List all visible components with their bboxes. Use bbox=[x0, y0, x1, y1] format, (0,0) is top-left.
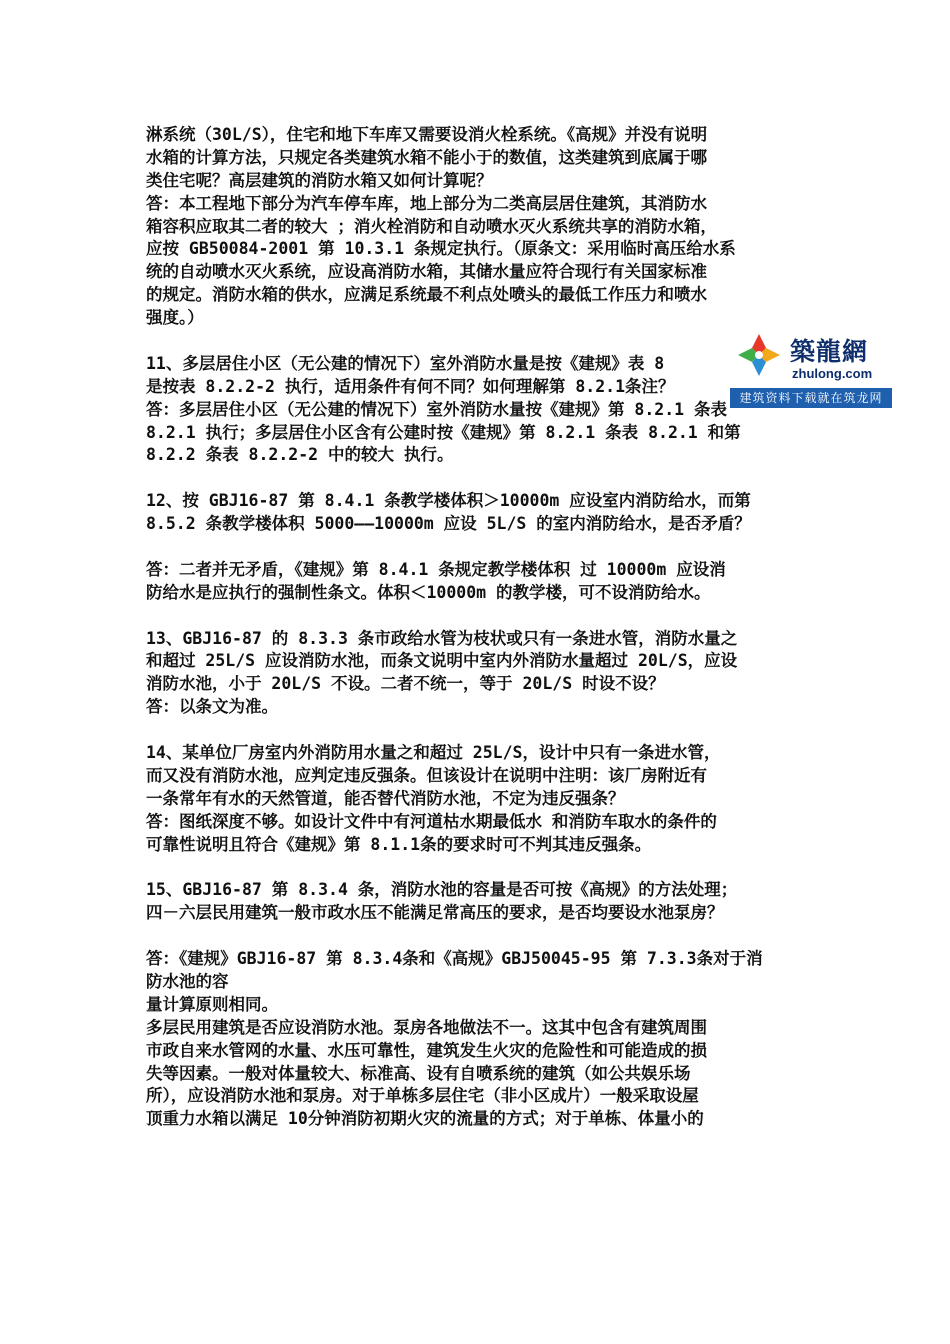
text-line: 答：二者并无矛盾，《建规》第 8.4.1 条规定教学楼体积 过 10000m 应设消 bbox=[146, 559, 726, 579]
paragraph-gap bbox=[146, 857, 814, 880]
text-line: 11、多层居住小区（无公建的情况下）室外消防水量是按《建规》表 8 bbox=[146, 353, 665, 373]
text-line: 消防水池，小于 20L/S 不设。二者不统一，等于 20L/S 时设不设？ bbox=[146, 674, 665, 694]
text-line: 可靠性说明且符合《建规》第 8.1.1条的要求时可不判其违反强条。 bbox=[146, 834, 652, 854]
text-line: 四－六层民用建筑一般市政水压不能满足常高压的要求，是否均要设水池泵房？ bbox=[146, 903, 724, 923]
paragraph-gap bbox=[146, 925, 814, 948]
text-line: 答：以条文为准。 bbox=[146, 697, 278, 717]
text-line: 多层民用建筑是否应设消防水池。泵房各地做法不一。这其中包含有建筑周围 bbox=[146, 1017, 707, 1037]
paragraph-gap bbox=[146, 605, 814, 628]
text-line: 统的自动喷水灭火系统，应设高消防水箱，其储水量应符合现行有关国家标准 bbox=[146, 262, 707, 282]
paragraph-gap bbox=[146, 467, 814, 490]
text-line: 市政自来水管网的水量、水压可靠性，建筑发生火灾的危险性和可能造成的损 bbox=[146, 1040, 707, 1060]
text-line: 8.2.1 执行；多层居住小区含有公建时按《建规》第 8.2.1 条表 8.2.1 和第 bbox=[146, 422, 741, 442]
text-line: 答：多层居住小区（无公建的情况下）室外消防水量按《建规》第 8.2.1 条表 bbox=[146, 399, 728, 419]
text-line: 淋系统（30L/S），住宅和地下车库又需要设消火栓系统。《高规》并没有说明 bbox=[146, 125, 708, 144]
text-line: 箱容积应取其二者的较大 ；消火栓消防和自动喷水灭火系统共享的消防水箱， bbox=[146, 216, 717, 236]
text-line: 13、GBJ16-87 的 8.3.3 条市政给水管为枝状或只有一条进水管，消防水量之 bbox=[146, 628, 738, 648]
paragraph-gap bbox=[146, 536, 814, 559]
text-line: 答：图纸深度不够。如设计文件中有河道枯水期最低水 和消防车取水的条件的 bbox=[146, 811, 717, 831]
paragraph-gap bbox=[146, 330, 814, 353]
text-line: 所），应设消防水池和泵房。对于单栋多层住宅（非小区成片）一般采取设屋 bbox=[146, 1086, 699, 1106]
text-line: 强度。） bbox=[146, 308, 204, 328]
logo-brand-text: 築龍網 bbox=[790, 337, 869, 366]
text-line: 量计算原则相同。 bbox=[146, 994, 278, 1014]
text-line: 12、按 GBJ16-87 第 8.4.1 条教学楼体积＞10000m 应设室内消防给水，而第 bbox=[146, 491, 751, 511]
zhulong-logo-icon bbox=[736, 332, 782, 378]
text-line: 水箱的计算方法，只规定各类建筑水箱不能小于的数值，这类建筑到底属于哪 bbox=[146, 147, 707, 167]
text-line: 是按表 8.2.2-2 执行，适用条件有何不同？如何理解第 8.2.1条注？ bbox=[146, 376, 675, 396]
text-line: 而又没有消防水池，应判定违反强条。但该设计在说明中注明：该厂房附近有 bbox=[146, 765, 707, 785]
text-line: 8.2.2 条表 8.2.2-2 中的较大 执行。 bbox=[146, 445, 454, 465]
text-line: 15、GBJ16-87 第 8.3.4 条，消防水池的容量是否可按《高规》的方法处理； bbox=[146, 880, 738, 900]
document-body bbox=[146, 124, 814, 1131]
logo-tagline: 建筑资料下载就在筑龙网 bbox=[730, 388, 892, 408]
text-line: 一条常年有水的天然管道，能否替代消防水池，不定为违反强条？ bbox=[146, 788, 625, 808]
logo-domain-text: zhulong.com bbox=[792, 366, 873, 381]
text-line: 顶重力水箱以满足 10分钟消防初期火灾的流量的方式；对于单栋、体量小的 bbox=[146, 1109, 704, 1129]
paragraph-gap bbox=[146, 719, 814, 742]
text-line: 类住宅呢？高层建筑的消防水箱又如何计算呢？ bbox=[146, 170, 493, 190]
text-line: 答：本工程地下部分为汽车停车库，地上部分为二类高层居住建筑，其消防水 bbox=[146, 193, 707, 213]
text-line: 防水池的容 bbox=[146, 971, 229, 991]
text-line: 的规定。消防水箱的供水，应满足系统最不利点处喷头的最低工作压力和喷水 bbox=[146, 285, 707, 305]
text-line: 失等因素。一般对体量较大、标准高、设有自喷系统的建筑（如公共娱乐场 bbox=[146, 1063, 691, 1083]
text-line: 8.5.2 条教学楼体积 5000——10000m 应设 5L/S 的室内消防给水，是否矛盾？ bbox=[146, 514, 751, 534]
text-line: 14、某单位厂房室内外消防用水量之和超过 25L/S，设计中只有一条进水管， bbox=[146, 743, 721, 763]
zhulong-watermark-logo bbox=[730, 328, 892, 412]
text-line: 答：《建规》GBJ16-87 第 8.3.4条和《高规》GBJ50045-95 第 7.3.3条对于消 bbox=[146, 949, 763, 969]
text-line: 和超过 25L/S 应设消防水池，而条文说明中室内外消防水量超过 20L/S，应设 bbox=[146, 651, 738, 671]
text-line: 防给水是应执行的强制性条文。体积＜10000m 的教学楼，可不设消防给水。 bbox=[146, 582, 711, 602]
text-line: 应按 GB50084-2001 第 10.3.1 条规定执行。（原条文：采用临时高压给水系 bbox=[146, 239, 736, 259]
